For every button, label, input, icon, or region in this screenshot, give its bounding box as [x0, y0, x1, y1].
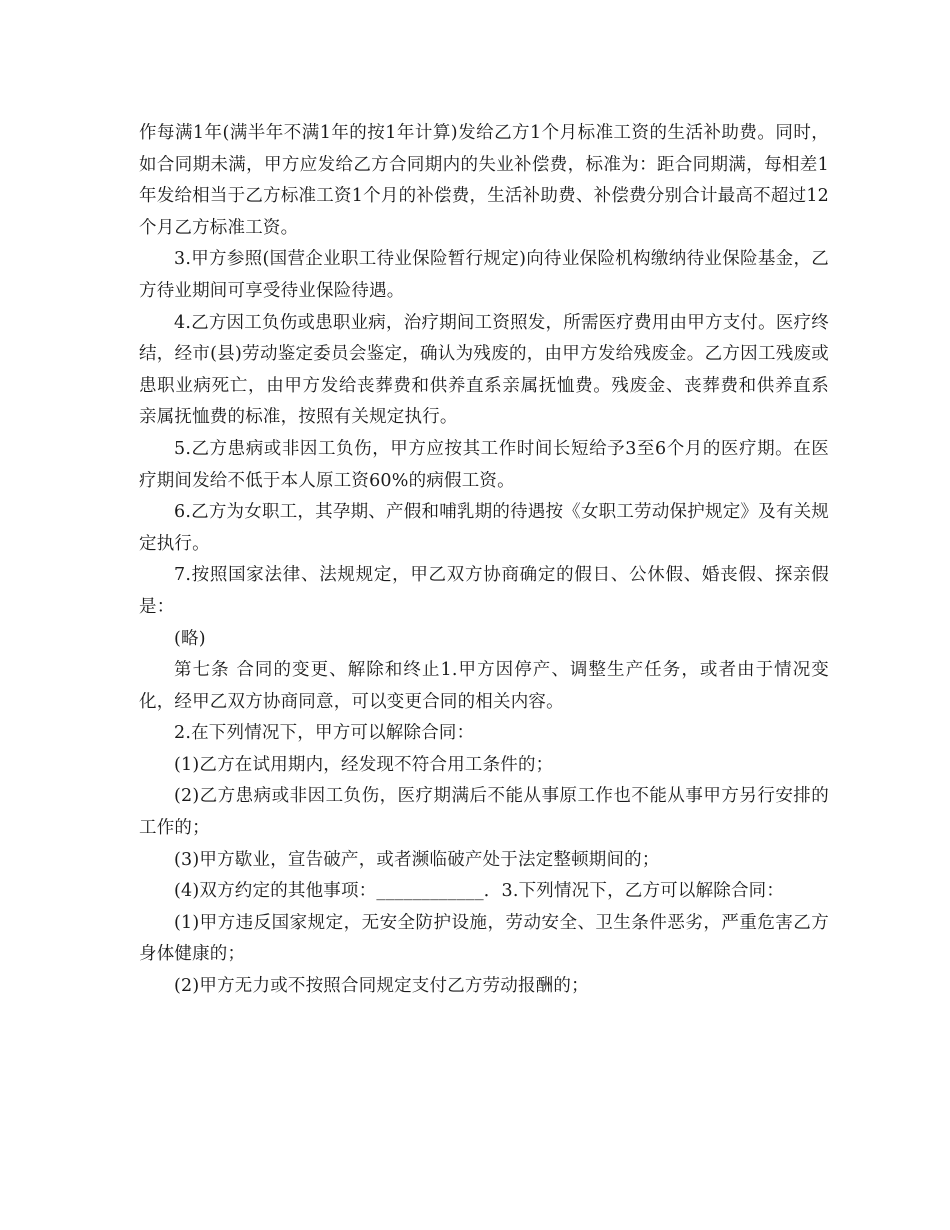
paragraph-12: (3)甲方歇业，宣告破产，或者濒临破产处于法定整顿期间的； [174, 849, 660, 870]
paragraph-13: (4)双方约定的其他事项：____________．3.下列情况下，乙方可以解除合同： [174, 881, 785, 902]
paragraph-7: (略) [174, 628, 206, 649]
paragraph-5: 6.乙方为女职工，其孕期、产假和哺乳期的待遇按《女职工劳动保护规定》及有关规定执行。 [139, 502, 829, 554]
paragraph-9: 2.在下列情况下，甲方可以解除合同： [174, 723, 475, 744]
paragraph-2: 3.甲方参照(国营企业职工待业保险暂行规定)向待业保险机构缴纳待业保险基金，乙方待业期间可享受待业保险待遇。 [139, 249, 829, 301]
paragraph-10: (1)乙方在试用期内，经发现不符合用工条件的； [174, 754, 554, 775]
document-body [139, 118, 829, 1003]
paragraph-11: (2)乙方患病或非因工负伤，医疗期满后不能从事原工作也不能从事甲方另行安排的工作的； [139, 786, 829, 839]
paragraph-3: 4.乙方因工负伤或患职业病，治疗期间工资照发，所需医疗费用由甲方支付。医疗终结，经市(县)劳动鉴定委员会鉴定，确认为残废的，由甲方发给残废金。乙方因工残废或患职业病死亡，由甲方发给丧葬费和供养直系亲属抚恤费。残废金、丧葬费和供养直系亲属抚恤费的标准，按照有关规定执行。 [139, 312, 829, 428]
paragraph-6: 7.按照国家法律、法规规定，甲乙双方协商确定的假日、公休假、婚丧假、探亲假是： [139, 565, 829, 617]
paragraph-8: 第七条 合同的变更、解除和终止1.甲方因停产、调整生产任务，或者由于情况变化，经甲乙双方协商同意，可以变更合同的相关内容。 [139, 660, 829, 712]
paragraph-15: (2)甲方无力或不按照合同规定支付乙方劳动报酬的； [174, 976, 589, 997]
paragraph-14: (1)甲方违反国家规定，无安全防护设施，劳动安全、卫生条件恶劣，严重危害乙方身体健康的； [139, 912, 829, 965]
paragraph-4: 5.乙方患病或非因工负伤，甲方应按其工作时间长短给予3至6个月的医疗期。在医疗期间发给不低于本人原工资60%的病假工资。 [139, 438, 829, 491]
paragraph-1: 作每满1年(满半年不满1年的按1年计算)发给乙方1个月标准工资的生活补助费。同时，如合同期未满，甲方应发给乙方合同期内的失业补偿费，标准为：距合同期满，每相差1年发给相当于乙方标准工资1个月的补偿费，生活补助费、补偿费分别合计最高不超过12个月乙方标准工资。 [139, 123, 829, 238]
